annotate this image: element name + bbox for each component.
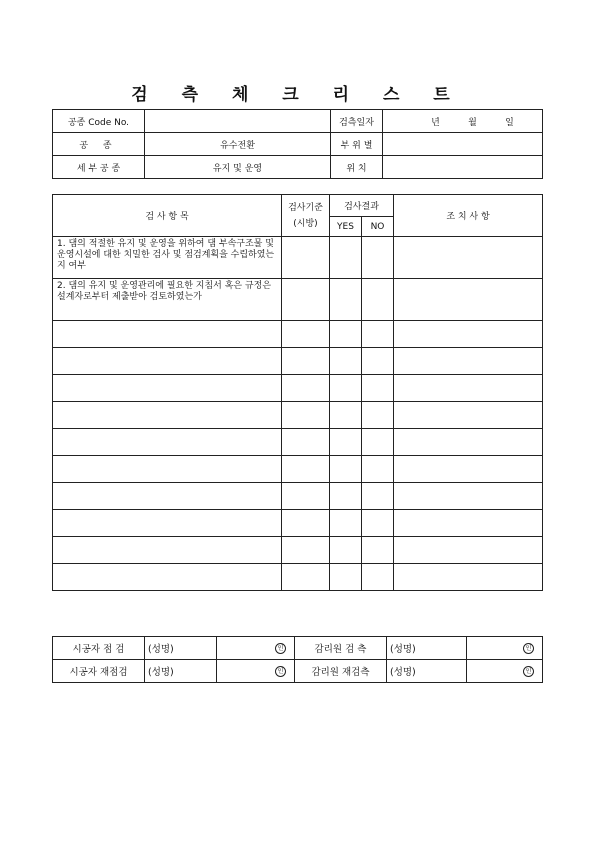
supervisor-check-label: 감리원 검 측: [295, 637, 387, 660]
no-cell[interactable]: [362, 564, 394, 591]
date-month-label: 월: [468, 117, 477, 128]
work-code-label: 공종 Code No.: [53, 110, 145, 133]
contractor-check-label: 시공자 점 검: [53, 637, 145, 660]
check-item-text: 2. 댐의 유지 및 운영관리에 필요한 지침서 혹은 규정은 설계자로부터 제출받아 검토하였는가: [53, 279, 282, 321]
no-cell[interactable]: [362, 348, 394, 375]
criteria-cell[interactable]: [282, 402, 330, 429]
seal-icon: 인: [275, 643, 286, 654]
table-row: [53, 375, 543, 402]
table-row: [53, 321, 543, 348]
criteria-cell[interactable]: [282, 483, 330, 510]
yes-cell[interactable]: [330, 375, 362, 402]
work-type-label: 공 종: [53, 133, 145, 156]
action-header: 조 치 사 항: [394, 195, 543, 237]
page-title: 검 측 체 크 리 스 트: [131, 85, 464, 105]
yes-cell[interactable]: [330, 402, 362, 429]
table-row: [53, 348, 543, 375]
criteria-cell[interactable]: [282, 375, 330, 402]
check-item-text: [53, 348, 282, 375]
criteria-header-line1: 검사기준: [288, 202, 323, 213]
table-row: [53, 279, 543, 321]
yes-cell[interactable]: [330, 564, 362, 591]
criteria-header: [282, 195, 330, 237]
criteria-cell[interactable]: [282, 564, 330, 591]
inspection-date-field[interactable]: [383, 110, 543, 133]
item-header: 검 사 항 목: [53, 195, 282, 237]
no-cell[interactable]: [362, 483, 394, 510]
part-label: 부 위 별: [331, 133, 383, 156]
inspection-date-label: 검측일자: [331, 110, 383, 133]
check-item-text: [53, 483, 282, 510]
yes-cell[interactable]: [330, 429, 362, 456]
no-header: NO: [362, 217, 394, 237]
action-cell[interactable]: [394, 402, 543, 429]
no-cell[interactable]: [362, 537, 394, 564]
supervisor-check-name[interactable]: (성명): [387, 637, 467, 660]
yes-header: YES: [330, 217, 362, 237]
supervisor-recheck-seal[interactable]: [467, 660, 543, 683]
criteria-header-line2: (시방): [293, 218, 318, 229]
check-item-text: [53, 564, 282, 591]
info-table: [52, 109, 543, 179]
table-row: [53, 483, 543, 510]
table-row: [53, 510, 543, 537]
table-row: [53, 402, 543, 429]
check-item-text: [53, 375, 282, 402]
action-cell[interactable]: [394, 456, 543, 483]
yes-cell[interactable]: [330, 237, 362, 279]
check-item-text: [53, 321, 282, 348]
no-cell[interactable]: [362, 237, 394, 279]
sub-work-label: 세 부 공 종: [53, 156, 145, 179]
table-row: [53, 564, 543, 591]
criteria-cell[interactable]: [282, 279, 330, 321]
signature-table: [52, 636, 543, 683]
check-item-text: 1. 댐의 적절한 유지 및 운영을 위하여 댐 부속구조물 및 운영시설에 대한 치밀한 검사 및 점검계획을 수립하였는지 여부: [53, 237, 282, 279]
action-cell[interactable]: [394, 483, 543, 510]
date-year-label: 년: [431, 117, 440, 128]
yes-cell[interactable]: [330, 456, 362, 483]
contractor-check-seal[interactable]: [217, 637, 295, 660]
criteria-cell[interactable]: [282, 537, 330, 564]
seal-icon: 인: [275, 666, 286, 677]
yes-cell[interactable]: [330, 537, 362, 564]
no-cell[interactable]: [362, 510, 394, 537]
no-cell[interactable]: [362, 402, 394, 429]
location-field[interactable]: [383, 156, 543, 179]
date-day-label: 일: [505, 117, 514, 128]
yes-cell[interactable]: [330, 279, 362, 321]
action-cell[interactable]: [394, 429, 543, 456]
criteria-cell[interactable]: [282, 429, 330, 456]
no-cell[interactable]: [362, 429, 394, 456]
action-cell[interactable]: [394, 510, 543, 537]
contractor-recheck-seal[interactable]: [217, 660, 295, 683]
criteria-cell[interactable]: [282, 456, 330, 483]
seal-icon: 인: [523, 666, 534, 677]
yes-cell[interactable]: [330, 510, 362, 537]
yes-cell[interactable]: [330, 483, 362, 510]
supervisor-recheck-label: 감리원 재검측: [295, 660, 387, 683]
criteria-cell[interactable]: [282, 348, 330, 375]
seal-icon: 인: [523, 643, 534, 654]
no-cell[interactable]: [362, 279, 394, 321]
check-item-text: [53, 429, 282, 456]
no-cell[interactable]: [362, 375, 394, 402]
action-cell[interactable]: [394, 321, 543, 348]
action-cell[interactable]: [394, 279, 543, 321]
check-item-text: [53, 510, 282, 537]
contractor-recheck-name[interactable]: (성명): [145, 660, 217, 683]
yes-cell[interactable]: [330, 348, 362, 375]
location-label: 위 치: [331, 156, 383, 179]
action-cell[interactable]: [394, 348, 543, 375]
action-cell[interactable]: [394, 237, 543, 279]
criteria-cell[interactable]: [282, 510, 330, 537]
table-row: [53, 537, 543, 564]
supervisor-check-seal[interactable]: [467, 637, 543, 660]
table-row: [53, 456, 543, 483]
contractor-recheck-label: 시공자 재점검: [53, 660, 145, 683]
check-item-text: [53, 537, 282, 564]
work-code-field[interactable]: [145, 110, 331, 133]
result-header: 검사결과: [330, 195, 394, 217]
action-cell[interactable]: [394, 537, 543, 564]
supervisor-recheck-name[interactable]: (성명): [387, 660, 467, 683]
criteria-cell[interactable]: [282, 321, 330, 348]
work-type-field[interactable]: 유수전환: [145, 133, 331, 156]
part-field[interactable]: [383, 133, 543, 156]
yes-cell[interactable]: [330, 321, 362, 348]
no-cell[interactable]: [362, 321, 394, 348]
no-cell[interactable]: [362, 456, 394, 483]
action-cell[interactable]: [394, 375, 543, 402]
criteria-cell[interactable]: [282, 237, 330, 279]
contractor-check-name[interactable]: (성명): [145, 637, 217, 660]
table-row: [53, 429, 543, 456]
table-row: [53, 237, 543, 279]
check-item-text: [53, 456, 282, 483]
action-cell[interactable]: [394, 564, 543, 591]
check-item-text: [53, 402, 282, 429]
checklist-table: [52, 194, 543, 591]
sub-work-field[interactable]: 유지 및 운영: [145, 156, 331, 179]
